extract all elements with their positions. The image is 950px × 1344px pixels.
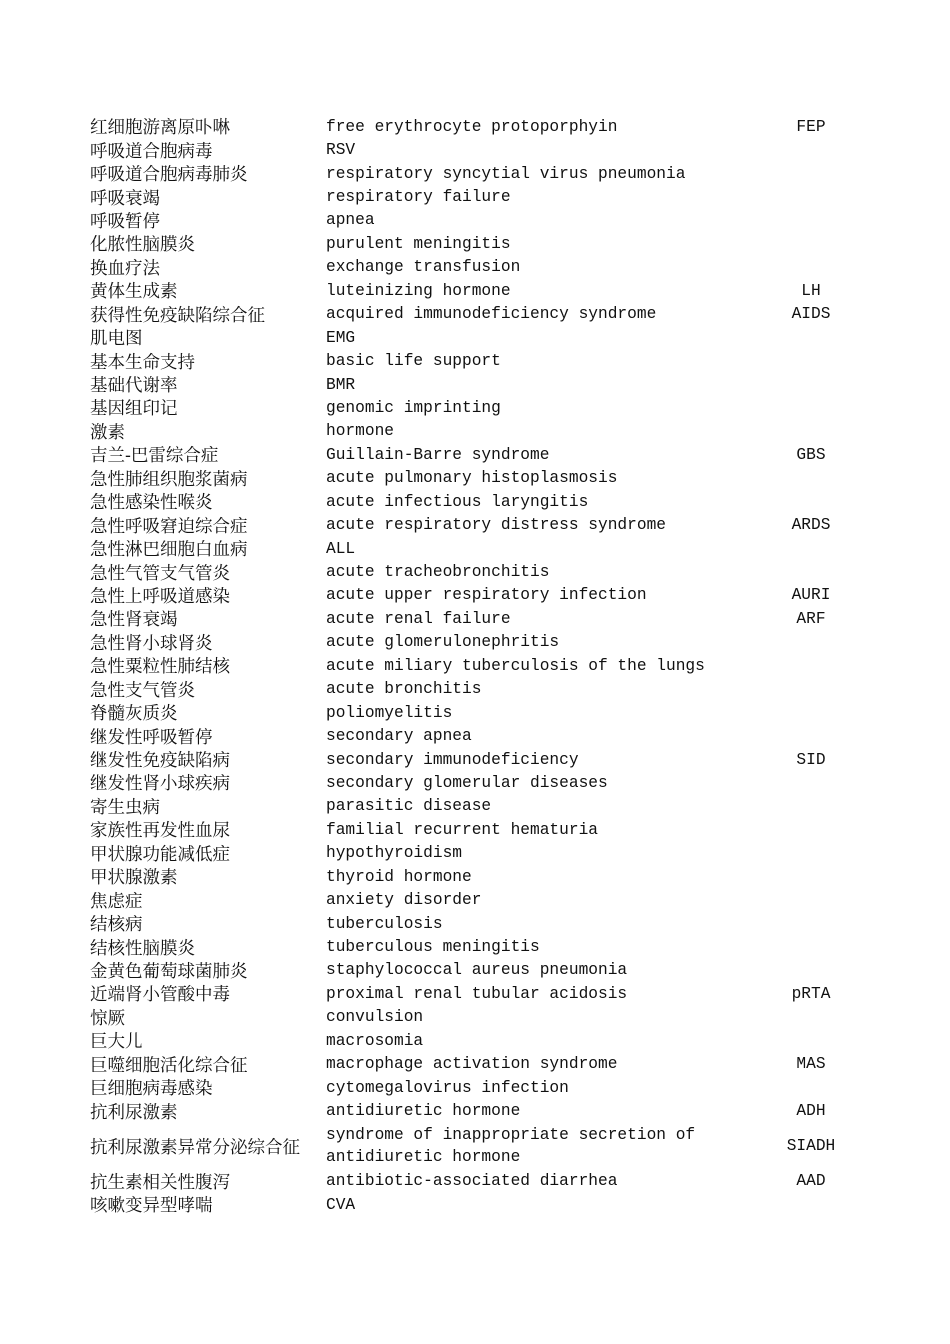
english-term: ALL bbox=[326, 539, 356, 558]
english-term: genomic imprinting bbox=[326, 398, 501, 417]
english-term: EMG bbox=[326, 328, 356, 347]
glossary-row bbox=[90, 373, 870, 396]
glossary-row bbox=[90, 584, 870, 607]
chinese-term: 红细胞游离原卟啉 bbox=[90, 118, 230, 139]
glossary-row bbox=[90, 935, 870, 958]
chinese-term: 换血疗法 bbox=[90, 258, 160, 279]
chinese-term: 继发性肾小球疾病 bbox=[90, 774, 230, 795]
glossary-row bbox=[90, 748, 870, 771]
glossary-row bbox=[90, 443, 870, 466]
english-term: macrophage activation syndrome bbox=[326, 1055, 618, 1074]
glossary-row bbox=[90, 303, 870, 326]
chinese-term: 肌电图 bbox=[90, 329, 143, 350]
english-term: acute infectious laryngitis bbox=[326, 492, 589, 511]
chinese-term: 急性肾衰竭 bbox=[90, 610, 178, 631]
chinese-term: 抗生素相关性腹泻 bbox=[90, 1172, 230, 1193]
english-term: acute respiratory distress syndrome bbox=[326, 516, 666, 535]
english-term: BMR bbox=[326, 375, 356, 394]
glossary-row bbox=[90, 490, 870, 513]
chinese-term: 基本生命支持 bbox=[90, 352, 195, 373]
glossary-row bbox=[90, 982, 870, 1005]
english-term: poliomyelitis bbox=[326, 703, 453, 722]
chinese-term: 巨细胞病毒感染 bbox=[90, 1079, 213, 1100]
chinese-term: 结核性脑膜炎 bbox=[90, 938, 195, 959]
english-term: purulent meningitis bbox=[326, 234, 511, 253]
english-term: acute renal failure bbox=[326, 609, 511, 628]
chinese-term: 黄体生成素 bbox=[90, 282, 178, 303]
glossary-row bbox=[90, 795, 870, 818]
glossary-row bbox=[90, 467, 870, 490]
english-term: free erythrocyte protoporphyin bbox=[326, 117, 618, 136]
english-term: macrosomia bbox=[326, 1031, 424, 1050]
abbreviation: AIDS bbox=[791, 305, 831, 324]
abbreviation: LH bbox=[801, 281, 821, 300]
glossary-row bbox=[90, 537, 870, 560]
chinese-term: 脊髓灰质炎 bbox=[90, 704, 178, 725]
abbreviation: SID bbox=[796, 750, 826, 769]
chinese-term: 急性肺组织胞浆菌病 bbox=[90, 469, 248, 490]
english-term: exchange transfusion bbox=[326, 258, 521, 277]
english-term: respiratory failure bbox=[326, 188, 511, 207]
chinese-term: 急性淋巴细胞白血病 bbox=[90, 540, 248, 561]
english-term: anxiety disorder bbox=[326, 891, 482, 910]
english-term: familial recurrent hematuria bbox=[326, 820, 598, 839]
chinese-term: 家族性再发性血尿 bbox=[90, 821, 230, 842]
english-term: parasitic disease bbox=[326, 797, 492, 816]
abbreviation: ARDS bbox=[791, 516, 831, 535]
chinese-term: 获得性免疫缺陷综合征 bbox=[90, 305, 265, 326]
chinese-term: 呼吸暂停 bbox=[90, 211, 160, 232]
glossary-table bbox=[90, 115, 870, 1217]
glossary-row bbox=[90, 1053, 870, 1076]
glossary-row bbox=[90, 631, 870, 654]
english-term: thyroid hormone bbox=[326, 867, 472, 886]
english-term: RSV bbox=[326, 141, 356, 160]
glossary-row bbox=[90, 1170, 870, 1193]
glossary-row bbox=[90, 232, 870, 255]
abbreviation: SIADH bbox=[786, 1137, 836, 1156]
english-term: antibiotic-associated diarrhea bbox=[326, 1172, 618, 1191]
glossary-row bbox=[90, 1076, 870, 1099]
english-term: syndrome of inappropriate secretion of antidiuretic hormone bbox=[326, 1126, 705, 1167]
glossary-row bbox=[90, 1099, 870, 1122]
english-term: staphylococcal aureus pneumonia bbox=[326, 961, 628, 980]
english-term: acute upper respiratory infection bbox=[326, 586, 647, 605]
abbreviation: pRTA bbox=[791, 984, 831, 1003]
glossary-row bbox=[90, 1123, 870, 1170]
english-term: acute glomerulonephritis bbox=[326, 633, 560, 652]
abbreviation: AAD bbox=[796, 1172, 826, 1191]
glossary-row bbox=[90, 771, 870, 794]
chinese-term: 吉兰-巴雷综合症 bbox=[90, 446, 219, 467]
glossary-row bbox=[90, 724, 870, 747]
english-term: tuberculous meningitis bbox=[326, 938, 540, 957]
chinese-term: 寄生虫病 bbox=[90, 797, 160, 818]
chinese-term: 呼吸道合胞病毒 bbox=[90, 141, 213, 162]
chinese-term: 急性感染性喉炎 bbox=[90, 493, 213, 514]
english-term: convulsion bbox=[326, 1008, 424, 1027]
glossary-row bbox=[90, 138, 870, 161]
english-term: apnea bbox=[326, 211, 375, 230]
english-term: antidiuretic hormone bbox=[326, 1102, 521, 1121]
glossary-row bbox=[90, 1029, 870, 1052]
chinese-term: 急性气管支气管炎 bbox=[90, 563, 230, 584]
glossary-row bbox=[90, 959, 870, 982]
glossary-row bbox=[90, 865, 870, 888]
chinese-term: 急性粟粒性肺结核 bbox=[90, 657, 230, 678]
glossary-row bbox=[90, 654, 870, 677]
chinese-term: 巨大儿 bbox=[90, 1032, 143, 1053]
chinese-term: 焦虑症 bbox=[90, 891, 143, 912]
glossary-row bbox=[90, 912, 870, 935]
glossary-row bbox=[90, 209, 870, 232]
chinese-term: 甲状腺激素 bbox=[90, 868, 178, 889]
glossary-row bbox=[90, 396, 870, 419]
chinese-term: 金黄色葡萄球菌肺炎 bbox=[90, 961, 248, 982]
chinese-term: 结核病 bbox=[90, 915, 143, 936]
english-term: respiratory syncytial virus pneumonia bbox=[326, 164, 686, 183]
english-term: tuberculosis bbox=[326, 914, 443, 933]
glossary-row bbox=[90, 1006, 870, 1029]
english-term: hypothyroidism bbox=[326, 844, 462, 863]
abbreviation: ARF bbox=[796, 609, 826, 628]
chinese-term: 急性支气管炎 bbox=[90, 680, 195, 701]
abbreviation: FEP bbox=[796, 117, 826, 136]
abbreviation: MAS bbox=[796, 1055, 826, 1074]
chinese-term: 急性肾小球肾炎 bbox=[90, 633, 213, 654]
glossary-row bbox=[90, 1193, 870, 1216]
english-term: basic life support bbox=[326, 352, 501, 371]
glossary-row bbox=[90, 256, 870, 279]
english-term: acute bronchitis bbox=[326, 680, 482, 699]
english-term: Guillain-Barre syndrome bbox=[326, 445, 550, 464]
glossary-row bbox=[90, 818, 870, 841]
glossary-row bbox=[90, 842, 870, 865]
chinese-term: 呼吸道合胞病毒肺炎 bbox=[90, 165, 248, 186]
glossary-row bbox=[90, 678, 870, 701]
english-term: secondary apnea bbox=[326, 727, 472, 746]
chinese-term: 巨噬细胞活化综合征 bbox=[90, 1055, 248, 1076]
english-term: CVA bbox=[326, 1195, 356, 1214]
chinese-term: 抗利尿激素 bbox=[90, 1102, 178, 1123]
chinese-term: 基础代谢率 bbox=[90, 376, 178, 397]
glossary-row bbox=[90, 185, 870, 208]
abbreviation: GBS bbox=[796, 445, 826, 464]
english-term: acute tracheobronchitis bbox=[326, 563, 550, 582]
english-term: cytomegalovirus infection bbox=[326, 1078, 569, 1097]
chinese-term: 急性呼吸窘迫综合症 bbox=[90, 516, 248, 537]
english-term: acute pulmonary histoplasmosis bbox=[326, 469, 618, 488]
chinese-term: 继发性呼吸暂停 bbox=[90, 727, 213, 748]
english-term: luteinizing hormone bbox=[326, 281, 511, 300]
chinese-term: 激素 bbox=[90, 422, 125, 443]
english-term: secondary immunodeficiency bbox=[326, 750, 579, 769]
glossary-row bbox=[90, 420, 870, 443]
glossary-row bbox=[90, 607, 870, 630]
chinese-term: 惊厥 bbox=[90, 1008, 125, 1029]
glossary-row bbox=[90, 560, 870, 583]
glossary-row bbox=[90, 115, 870, 138]
glossary-row bbox=[90, 701, 870, 724]
english-term: acquired immunodeficiency syndrome bbox=[326, 305, 657, 324]
glossary-row bbox=[90, 513, 870, 536]
chinese-term: 呼吸衰竭 bbox=[90, 188, 160, 209]
chinese-term: 近端肾小管酸中毒 bbox=[90, 985, 230, 1006]
glossary-row bbox=[90, 279, 870, 302]
english-term: hormone bbox=[326, 422, 394, 441]
chinese-term: 抗利尿激素异常分泌综合征 bbox=[90, 1137, 300, 1158]
glossary-row bbox=[90, 326, 870, 349]
abbreviation: AURI bbox=[791, 586, 831, 605]
glossary-row bbox=[90, 162, 870, 185]
glossary-row bbox=[90, 349, 870, 372]
english-term: acute miliary tuberculosis of the lungs bbox=[326, 656, 705, 675]
chinese-term: 咳嗽变异型哮喘 bbox=[90, 1196, 213, 1217]
chinese-term: 化脓性脑膜炎 bbox=[90, 235, 195, 256]
abbreviation: ADH bbox=[796, 1102, 826, 1121]
chinese-term: 基因组印记 bbox=[90, 399, 178, 420]
english-term: secondary glomerular diseases bbox=[326, 773, 608, 792]
chinese-term: 甲状腺功能减低症 bbox=[90, 844, 230, 865]
chinese-term: 急性上呼吸道感染 bbox=[90, 586, 230, 607]
chinese-term: 继发性免疫缺陷病 bbox=[90, 751, 230, 772]
glossary-row bbox=[90, 888, 870, 911]
english-term: proximal renal tubular acidosis bbox=[326, 984, 628, 1003]
